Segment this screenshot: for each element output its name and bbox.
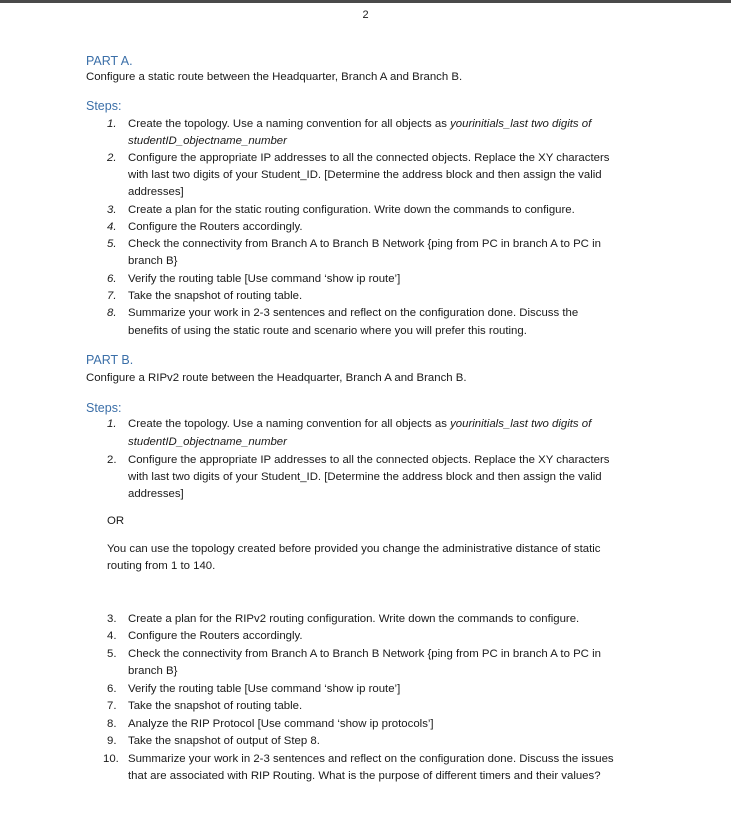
step-number: 3.: [107, 613, 117, 625]
step-number: 2.: [107, 454, 117, 466]
step-text: benefits of using the static route and scenario where you will prefer this routing.: [128, 325, 527, 337]
step-text: Take the snapshot of output of Step 8.: [128, 735, 320, 747]
step-text: Take the snapshot of routing table.: [128, 700, 303, 712]
naming-convention-text: studentID_objectname_number: [128, 135, 287, 147]
step-text: branch B}: [128, 665, 178, 677]
part-a-title: PART A.: [86, 54, 133, 68]
step-text: with last two digits of your Student_ID. [Determine the address block and then assign the valid: [128, 169, 602, 181]
step-text: Take the snapshot of routing table.: [128, 290, 303, 302]
page-top-rule: [0, 0, 731, 3]
naming-convention-text: yourinitials_last two digits of: [450, 118, 592, 130]
step-number: 10.: [103, 753, 119, 765]
step-number: 7.: [107, 290, 117, 302]
part-b-steps-label: Steps:: [86, 401, 122, 415]
step-text: Check the connectivity from Branch A to Branch B Network {ping from PC in branch A to PC in: [128, 648, 601, 660]
step-number: 4.: [107, 630, 117, 642]
step-text: Create a plan for the RIPv2 routing configuration. Write down the commands to configure.: [128, 613, 580, 625]
step-text: Summarize your work in 2-3 sentences and reflect on the configuration done. Discuss the: [128, 307, 579, 319]
alternative-text: routing from 1 to 140.: [107, 560, 216, 572]
step-number: 2.: [107, 152, 117, 164]
step-number: 6.: [107, 273, 117, 285]
part-a-steps-label: Steps:: [86, 99, 122, 113]
step-number: 1.: [107, 118, 117, 130]
step-number: 7.: [107, 700, 117, 712]
step-number: 1.: [107, 418, 117, 430]
step-number: 9.: [107, 735, 117, 747]
step-number: 5.: [107, 238, 117, 250]
step-text: Verify the routing table [Use command ‘show ip route’]: [128, 683, 401, 695]
step-number: 6.: [107, 683, 117, 695]
step-text: Configure the appropriate IP addresses to all the connected objects. Replace the XY characters: [128, 152, 610, 164]
step-text: branch B}: [128, 255, 178, 267]
alternative-text: You can use the topology created before provided you change the administrative distance of static: [107, 543, 601, 555]
step-number: 4.: [107, 221, 117, 233]
naming-convention-text: studentID_objectname_number: [128, 436, 287, 448]
step-text: Summarize your work in 2-3 sentences and reflect on the configuration done. Discuss the issues: [128, 753, 614, 765]
or-label: OR: [107, 515, 125, 527]
step-number: 8.: [107, 307, 117, 319]
part-a-intro: Configure a static route between the Headquarter, Branch A and Branch B.: [86, 71, 463, 83]
part-b-title: PART B.: [86, 353, 134, 367]
step-text: Analyze the RIP Protocol [Use command ‘show ip protocols’]: [128, 718, 434, 730]
step-text: Configure the appropriate IP addresses to all the connected objects. Replace the XY characters: [128, 454, 610, 466]
step-number: 3.: [107, 204, 117, 216]
step-number: 8.: [107, 718, 117, 730]
step-text: with last two digits of your Student_ID. [Determine the address block and then assign the valid: [128, 471, 602, 483]
page-number: 2: [362, 9, 369, 21]
step-text: Configure the Routers accordingly.: [128, 221, 303, 233]
part-b-intro: Configure a RIPv2 route between the Headquarter, Branch A and Branch B.: [86, 372, 467, 384]
step-text: Create a plan for the static routing configuration. Write down the commands to configure.: [128, 204, 575, 216]
step-text: addresses]: [128, 488, 184, 500]
step-text: Verify the routing table [Use command ‘show ip route’]: [128, 273, 401, 285]
step-text: Check the connectivity from Branch A to Branch B Network {ping from PC in branch A to PC in: [128, 238, 601, 250]
step-text: that are associated with RIP Routing. What is the purpose of different timers and their values?: [128, 770, 601, 782]
step-text: addresses]: [128, 186, 184, 198]
step-text: Create the topology. Use a naming convention for all objects as: [128, 418, 451, 430]
step-text: Create the topology. Use a naming convention for all objects as: [128, 118, 451, 130]
step-number: 5.: [107, 648, 117, 660]
step-text: Configure the Routers accordingly.: [128, 630, 303, 642]
naming-convention-text: yourinitials_last two digits of: [450, 418, 592, 430]
